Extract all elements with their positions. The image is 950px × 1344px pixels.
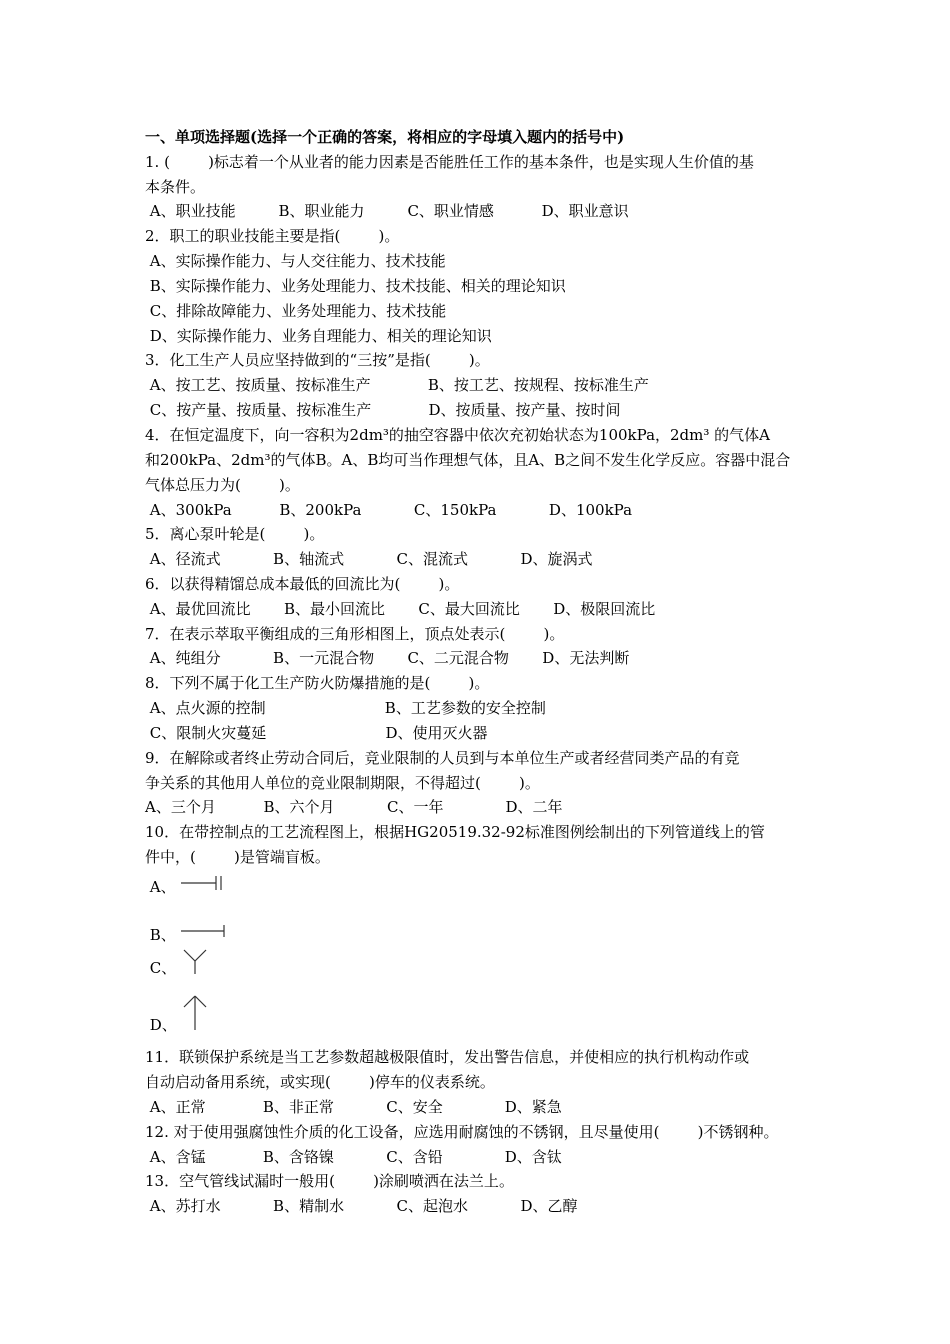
single-bar-end-symbol xyxy=(180,923,228,939)
question-10-option-a: A、 xyxy=(145,878,176,896)
question-5-line-1: 5．离心泵叶轮是( )。 xyxy=(145,525,325,543)
question-12-options: A、含锰 B、含铬镍 C、含铅 D、含钛 xyxy=(145,1148,562,1166)
question-6-options: A、最优回流比 B、最小回流比 C、最大回流比 D、极限回流比 xyxy=(145,600,656,618)
question-12-line-1: 12. 对于使用强腐蚀性介质的化工设备，应选用耐腐蚀的不锈钢，且尽量使用( )不锈钢种。 xyxy=(145,1123,779,1141)
question-10-option-d: D、 xyxy=(145,1016,177,1034)
question-2-option-d: D、实际操作能力、业务自理能力、相关的理论知识 xyxy=(145,327,492,345)
question-7-options: A、纯组分 B、一元混合物 C、二元混合物 D、无法判断 xyxy=(145,649,630,667)
question-7-line-1: 7．在表示萃取平衡组成的三角形相图上，顶点处表示( )。 xyxy=(145,625,565,643)
question-10-line-1: 10．在带控制点的工艺流程图上，根据HG20519.32-92标准图例绘制出的下列管道线上的管 xyxy=(145,823,765,841)
section-title: 一、单项选择题(选择一个正确的答案，将相应的字母填入题内的括号中) xyxy=(145,128,625,146)
question-6-line-1: 6．以获得精馏总成本最低的回流比为( )。 xyxy=(145,575,460,593)
question-3-options-cd: C、按产量、按质量、按标准生产 D、按质量、按产量、按时间 xyxy=(145,401,621,419)
question-4-line-1: 4．在恒定温度下，向一容积为2dm³的抽空容器中依次充初始状态为100kPa，2dm³ 的气体A xyxy=(145,426,770,444)
question-4-line-3: 气体总压力为( )。 xyxy=(145,476,300,494)
arrow-up-symbol xyxy=(182,993,208,1031)
question-13-options: A、苏打水 B、精制水 C、起泡水 D、乙醇 xyxy=(145,1197,578,1215)
question-8-line-1: 8．下列不属于化工生产防火防爆措施的是( )。 xyxy=(145,674,490,692)
question-10-option-c: C、 xyxy=(145,959,177,977)
question-2-option-c: C、排除故障能力、业务处理能力、技术技能 xyxy=(145,302,447,320)
question-1-line-1: 1. ( )标志着一个从业者的能力因素是否能胜任工作的基本条件，也是实现人生价值的基 xyxy=(145,153,754,171)
question-13-line-1: 13．空气管线试漏时一般用( )涂刷喷洒在法兰上。 xyxy=(145,1172,514,1190)
question-2-option-a: A、实际操作能力、与人交往能力、技术技能 xyxy=(145,252,446,270)
question-9-line-2: 争关系的其他用人单位的竞业限制期限，不得超过( )。 xyxy=(145,774,540,792)
question-11-line-2: 自动启动备用系统，或实现( )停车的仪表系统。 xyxy=(145,1073,495,1091)
question-11-options: A、正常 B、非正常 C、安全 D、紧急 xyxy=(145,1098,562,1116)
question-3-line-1: 3．化工生产人员应坚持做到的“三按”是指( )。 xyxy=(145,351,490,369)
question-11-line-1: 11．联锁保护系统是当工艺参数超越极限值时，发出警告信息，并使相应的执行机构动作或 xyxy=(145,1048,750,1066)
question-10-option-b: B、 xyxy=(145,926,176,944)
question-2-line-1: 2．职工的职业技能主要是指( )。 xyxy=(145,227,400,245)
question-10-line-2: 件中，( )是管端盲板。 xyxy=(145,848,330,866)
double-bar-end-symbol xyxy=(180,875,226,891)
question-8-options-cd: C、限制火灾蔓延 D、使用灭火器 xyxy=(145,724,488,742)
question-3-options-ab: A、按工艺、按质量、按标准生产 B、按工艺、按规程、按标准生产 xyxy=(145,376,649,394)
question-9-line-1: 9．在解除或者终止劳动合同后，竞业限制的人员到与本单位生产或者经营同类产品的有竞 xyxy=(145,749,740,767)
y-branch-symbol xyxy=(182,947,208,975)
question-4-line-2: 和200kPa、2dm³的气体B。A、B均可当作理想气体，且A、B之间不发生化学反应。容器中混合 xyxy=(145,451,791,469)
question-5-options: A、径流式 B、轴流式 C、混流式 D、旋涡式 xyxy=(145,550,593,568)
question-1-line-2: 本条件。 xyxy=(145,178,206,196)
question-2-option-b: B、实际操作能力、业务处理能力、技术技能、相关的理论知识 xyxy=(145,277,566,295)
question-1-options: A、职业技能 B、职业能力 C、职业情感 D、职业意识 xyxy=(145,202,629,220)
question-8-options-ab: A、点火源的控制 B、工艺参数的安全控制 xyxy=(145,699,546,717)
question-9-options: A、三个月 B、六个月 C、一年 D、二年 xyxy=(145,798,563,816)
question-4-options: A、300kPa B、200kPa C、150kPa D、100kPa xyxy=(145,501,633,519)
